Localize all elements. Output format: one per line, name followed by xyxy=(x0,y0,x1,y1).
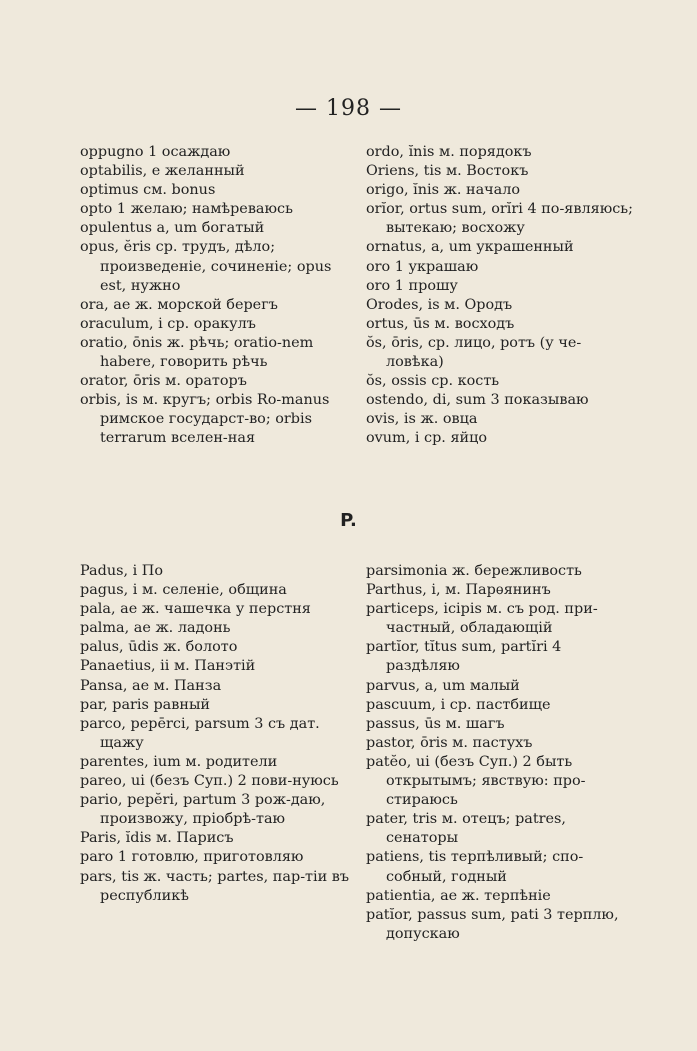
dictionary-entry: ordo, ĭnis м. порядокъ xyxy=(366,144,532,160)
dictionary-entry: patientia, ae ж. терпѣніе xyxy=(366,887,551,904)
dictionary-entry: patĭor, passus sum, pati 3 терплю, допускаю xyxy=(366,906,619,942)
dictionary-entry: opus, ĕris ср. трудъ, дѣло; произведеніе, сочиненіе; opus est, нужно xyxy=(80,239,332,294)
dictionary-entry: ostendo, di, sum 3 показываю xyxy=(366,392,589,409)
dictionary-entry: par, paris равный xyxy=(80,696,210,713)
dictionary-entry: parco, pepērci, parsum 3 съ дат. щажу xyxy=(80,715,320,751)
dictionary-entry: pala, ae ж. чашечка у перстня xyxy=(80,601,311,618)
dictionary-entry: ŏs, ōris, ср. лицо, ротъ (у че-ловѣка) xyxy=(366,334,582,371)
dictionary-entry: oraculum, i ср. оракулъ xyxy=(80,315,256,332)
dictionary-entry: paro 1 готовлю, приготовляю xyxy=(80,849,304,866)
dictionary-entry: orator, ōris м. ораторъ xyxy=(80,373,247,390)
column-top-left xyxy=(80,143,352,449)
dictionary-entry: pareo, ui (безъ Суп.) 2 пови-нуюсь xyxy=(80,773,339,790)
dictionary-entry: optabilis, e желанный xyxy=(80,163,245,180)
column-top-right xyxy=(366,143,636,449)
column-bottom-right xyxy=(366,562,636,944)
dictionary-entry: parsimonia ж. бережливость xyxy=(366,563,582,579)
dictionary-entry: patiens, tis терпѣливый; спо-собный, годный xyxy=(366,849,584,885)
dictionary-entry: opto 1 желаю; намѣреваюсь xyxy=(80,201,293,218)
dictionary-entry: oro 1 украшаю xyxy=(366,258,479,275)
dictionary-entry: Orodes, is м. Ородъ xyxy=(366,296,513,313)
dictionary-entry: ŏs, ossis ср. кость xyxy=(366,373,500,390)
page-number: — 198 — xyxy=(295,96,402,121)
dictionary-entry: ovis, is ж. овца xyxy=(366,411,478,428)
dictionary-entry: pagus, i м. селеніе, община xyxy=(80,582,287,599)
dictionary-entry: ovum, i ср. яйцо xyxy=(366,430,488,447)
dictionary-entry: Paris, ĭdis м. Парисъ xyxy=(80,830,234,847)
dictionary-entry: parentes, ium м. родители xyxy=(80,753,278,770)
dictionary-entry: partĭor, tĭtus sum, partĭri 4 раздѣляю xyxy=(366,639,562,675)
dictionary-entry: palus, ūdis ж. болото xyxy=(80,639,238,656)
dictionary-entry: ortus, ūs м. восходъ xyxy=(366,315,515,332)
dictionary-entry: pars, tis ж. часть; partes, пар-тіи въ республикѣ xyxy=(80,868,350,904)
dictionary-entry: Pansa, ae м. Панза xyxy=(80,677,222,694)
dictionary-entry: particeps, icipis м. съ род. при-частный, обладающій xyxy=(366,601,598,637)
dictionary-entry: origo, ĭnis ж. начало xyxy=(366,182,521,199)
dictionary-entry: oppugno 1 осаждаю xyxy=(80,144,231,160)
dictionary-entry: ornatus, a, um украшенный xyxy=(366,239,574,256)
dictionary-entry: passus, ūs м. шагъ xyxy=(366,715,505,732)
dictionary-entry: pario, pepĕri, partum 3 рож-даю, произвожу, пріобрѣ-таю xyxy=(80,792,326,828)
dictionary-entry: Parthus, i, м. Парѳянинъ xyxy=(366,582,551,599)
dictionary-entry: orĭor, ortus sum, orĭri 4 по-являюсь; вытекаю; восхожу xyxy=(366,201,633,237)
dictionary-entry: oratio, ōnis ж. рѣчь; oratio-nem habere, говорить рѣчь xyxy=(80,334,314,371)
dictionary-entry: orbis, is м. кругъ; orbis Ro-manus римское государст-во; orbis terrarum вселен-ная xyxy=(80,392,330,447)
dictionary-entry: ora, ae ж. морской берегъ xyxy=(80,296,278,313)
dictionary-entry: pascuum, i ср. пастбище xyxy=(366,696,551,713)
dictionary-entry: opulentus a, um богатый xyxy=(80,220,265,237)
dictionary-entry: palma, ae ж. ладонь xyxy=(80,620,231,637)
dictionary-entry: parvus, a, um малый xyxy=(366,677,520,694)
dictionary-entry: pastor, ōris м. пастухъ xyxy=(366,734,533,751)
dictionary-entry: patĕo, ui (безъ Суп.) 2 быть открытымъ; явствую: про-стираюсь xyxy=(366,753,586,809)
dictionary-entry: Oriens, tis м. Востокъ xyxy=(366,163,529,180)
dictionary-entry: optimus см. bonus xyxy=(80,182,216,199)
section-letter: P. xyxy=(340,510,357,531)
dictionary-entry: Padus, i По xyxy=(80,563,164,579)
dictionary-entry: Panaetius, ii м. Панэтій xyxy=(80,658,256,675)
column-bottom-left xyxy=(80,562,352,906)
dictionary-entry: oro 1 прошу xyxy=(366,277,458,294)
dictionary-entry: pater, tris м. отецъ; patres, сенаторы xyxy=(366,811,567,847)
